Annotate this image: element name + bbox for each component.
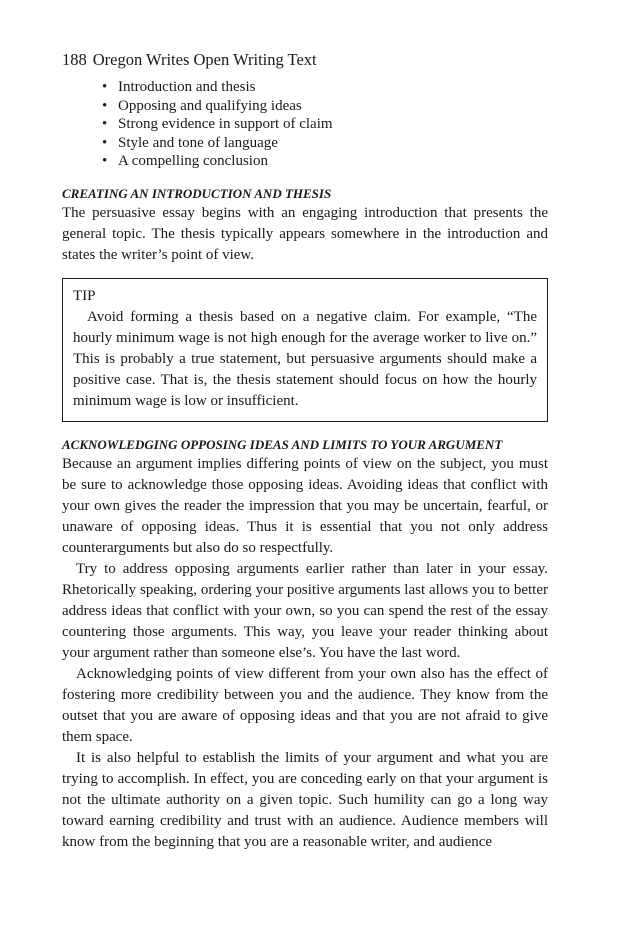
tip-box [62,278,548,422]
section-heading-introduction: CREATING AN INTRODUCTION AND THESIS [62,185,332,201]
paragraph: The persuasive essay begins with an engaging introduction that presents the general topic. The thesis typically appears somewhere in the introduction and states the writer’s point of view. [62,204,548,263]
paragraph: Because an argument implies differing points of view on the subject, you must be sure to acknowledge those opposing ideas. Avoiding ideas that conflict with your own gives the reader the impression that you may be uncertain, fearful, or unaware of opposing ideas. Thus it is essential that you not only address counterarguments but also do so respectfully. [62,455,548,556]
paragraph: Try to address opposing arguments earlier rather than later in your essay. Rhetorically speaking, ordering your positive arguments last allows you to better address ideas that conflict with your own, so you can spend the rest of the essay countering those arguments. This way, you leave your reader thinking about your argument rather than someone else’s. You have the last word. [62,560,548,661]
section-heading-opposing-ideas: ACKNOWLEDGING OPPOSING IDEAS AND LIMITS TO YOUR ARGUMENT [62,436,503,452]
running-head [62,48,548,72]
bullet-list [62,78,548,171]
paragraph: It is also helpful to establish the limits of your argument and what you are trying to accomplish. In effect, you are conceding early on that your argument is not the ultimate authority on a given topic. Such humility can go a long way toward earning credibility and trust with an audience. Audience members will know from the beginning that you are a reasonable writer, and audience [62,749,548,850]
document-page [62,48,548,853]
bullet-item: • Introduction and thesis [102,78,548,97]
tip-label: TIP [73,287,96,304]
bullet-item: • A compelling conclusion [102,152,548,171]
bullet-item: • Strong evidence in support of claim [102,115,548,134]
page-number: 188 [62,50,87,69]
paragraph: Acknowledging points of view different from your own also has the effect of fostering more credibility between you and the audience. They know from the outset that you are aware of opposing ideas and that you are not afraid to give them space. [62,665,548,745]
book-title: Oregon Writes Open Writing Text [92,50,317,69]
tip-text: Avoid forming a thesis based on a negative claim. For example, “The hourly minimum wage is not high enough for the average worker to live on.” This is probably a true statement, but persuasive arguments should make a positive case. That is, the thesis statement should focus on how the hourly minimum wage is low or insufficient. [73,308,537,409]
bullet-item: • Opposing and qualifying ideas [102,97,548,116]
bullet-item: • Style and tone of language [102,134,548,153]
